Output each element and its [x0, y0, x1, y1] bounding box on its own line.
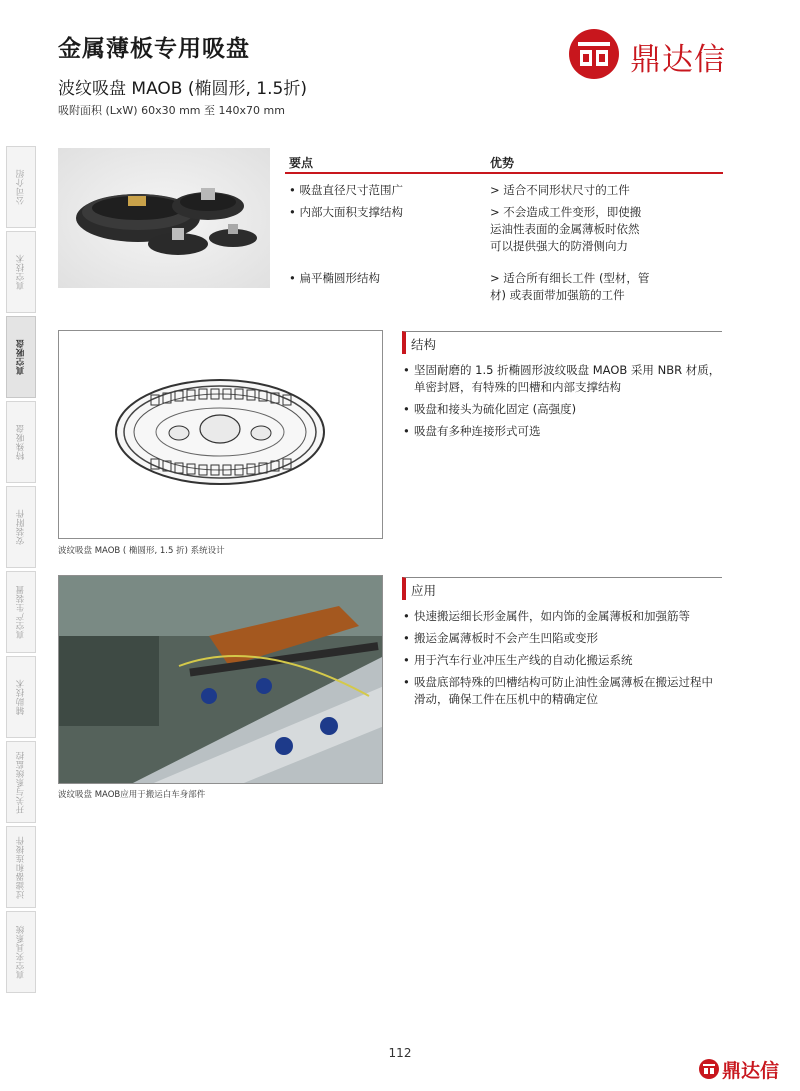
design-drawing [58, 330, 383, 539]
sidebar-item-generators[interactable] [6, 571, 36, 653]
sidebar-item-label: 过滤器和连接件 [16, 835, 26, 899]
sidebar-item-mounting[interactable] [6, 486, 36, 568]
suction-area-range: 吸附面积 (LxW) 60x30 mm 至 140x70 mm [58, 104, 285, 117]
sidebar-item-label: 真空吸盘 [16, 339, 26, 375]
sidebar-item-aux-tech[interactable] [6, 656, 36, 738]
sidebar-item-vacuum-tech[interactable] [6, 231, 36, 313]
sidebar-item-label: 真空技术 [16, 254, 26, 290]
figure-caption: 波纹吸盘 MAOB ( 椭圆形, 1.5 折) 系统设计 [58, 546, 225, 556]
list-item: • 用于汽车行业冲压生产线的自动化搬运系统 [402, 652, 722, 669]
features-table [285, 150, 723, 322]
list-item: • 吸盘有多种连接形式可选 [402, 423, 722, 440]
section-header [402, 331, 722, 354]
page-number: 112 [388, 1046, 412, 1060]
table-cell: • 扁平椭圆形结构 [289, 271, 380, 285]
brand-mark-icon [566, 26, 624, 82]
sidebar-item-grippers[interactable] [6, 911, 36, 993]
table-cell: > 适合不同形状尺寸的工件 [490, 183, 630, 197]
application-section [402, 577, 722, 713]
page-title: 金属薄板专用吸盘 [58, 36, 250, 62]
product-photo [58, 148, 270, 288]
sidebar-item-label: 特殊吸盘 [16, 424, 26, 460]
brand-logo [566, 26, 756, 82]
column-header-advantages: 优势 [490, 156, 515, 170]
application-photo [58, 575, 383, 784]
sidebar-item-label: 开关与系统监控 [16, 750, 26, 814]
table-cell: > 不会造成工件变形，即使搬运油性表面的金属薄板时依然可以提供强大的防滑侧向力 [490, 205, 642, 253]
structure-list [402, 362, 722, 440]
list-item: • 搬运金属薄板时不会产生凹陷或变形 [402, 630, 722, 647]
structure-section [402, 331, 722, 445]
sidebar-nav [6, 146, 38, 996]
table-row [285, 270, 723, 322]
list-item: • 坚固耐磨的 1.5 折椭圆形波纹吸盘 MAOB 采用 NBR 材质，单密封唇，有特殊的凹槽和内部支撑结构 [402, 362, 722, 396]
sidebar-item-suction-cups[interactable] [6, 316, 36, 398]
section-title: 结构 [411, 337, 437, 352]
section-header [402, 577, 722, 600]
sidebar-item-company[interactable] [6, 146, 36, 228]
table-header [285, 150, 723, 174]
section-title: 应用 [411, 583, 437, 598]
brand-name: 鼎达信 [630, 42, 726, 78]
sidebar-item-switches[interactable] [6, 741, 36, 823]
table-row [285, 182, 723, 204]
sidebar-item-label: 真空产生装置 [16, 585, 26, 639]
list-item: • 吸盘底部特殊的凹槽结构可防止油性金属薄板在搬运过程中滑动，确保工件在压机中的精确定位 [402, 674, 722, 708]
footer-logo [698, 1054, 798, 1084]
application-list [402, 608, 722, 708]
column-header-points: 要点 [289, 156, 314, 170]
sidebar-item-filters[interactable] [6, 826, 36, 908]
footer-brand-name: 鼎达信 [722, 1060, 780, 1082]
table-cell: > 适合所有细长工件 (型材，管材) 或表面带加强筋的工件 [490, 271, 650, 302]
figure-caption: 波纹吸盘 MAOB应用于搬运白车身部件 [58, 790, 206, 800]
list-item: • 快速搬运细长形金属件，如内饰的金属薄板和加强筋等 [402, 608, 722, 625]
table-cell: • 内部大面积支撑结构 [289, 205, 403, 219]
sidebar-item-label: 辅助技术 [16, 679, 26, 715]
sidebar-item-label: 公司介绍 [16, 169, 26, 205]
page-subtitle: 波纹吸盘 MAOB (椭圆形, 1.5折) [58, 79, 307, 99]
sidebar-item-label: 安装附件 [16, 509, 26, 545]
table-cell: • 吸盘直径尺寸范围广 [289, 183, 403, 197]
list-item: • 吸盘和接头为硫化固定 (高强度) [402, 401, 722, 418]
table-row [285, 204, 723, 270]
sidebar-item-label: 真空夹具系统 [16, 925, 26, 979]
sidebar-item-special-cups[interactable] [6, 401, 36, 483]
brand-mark-icon [698, 1058, 720, 1080]
